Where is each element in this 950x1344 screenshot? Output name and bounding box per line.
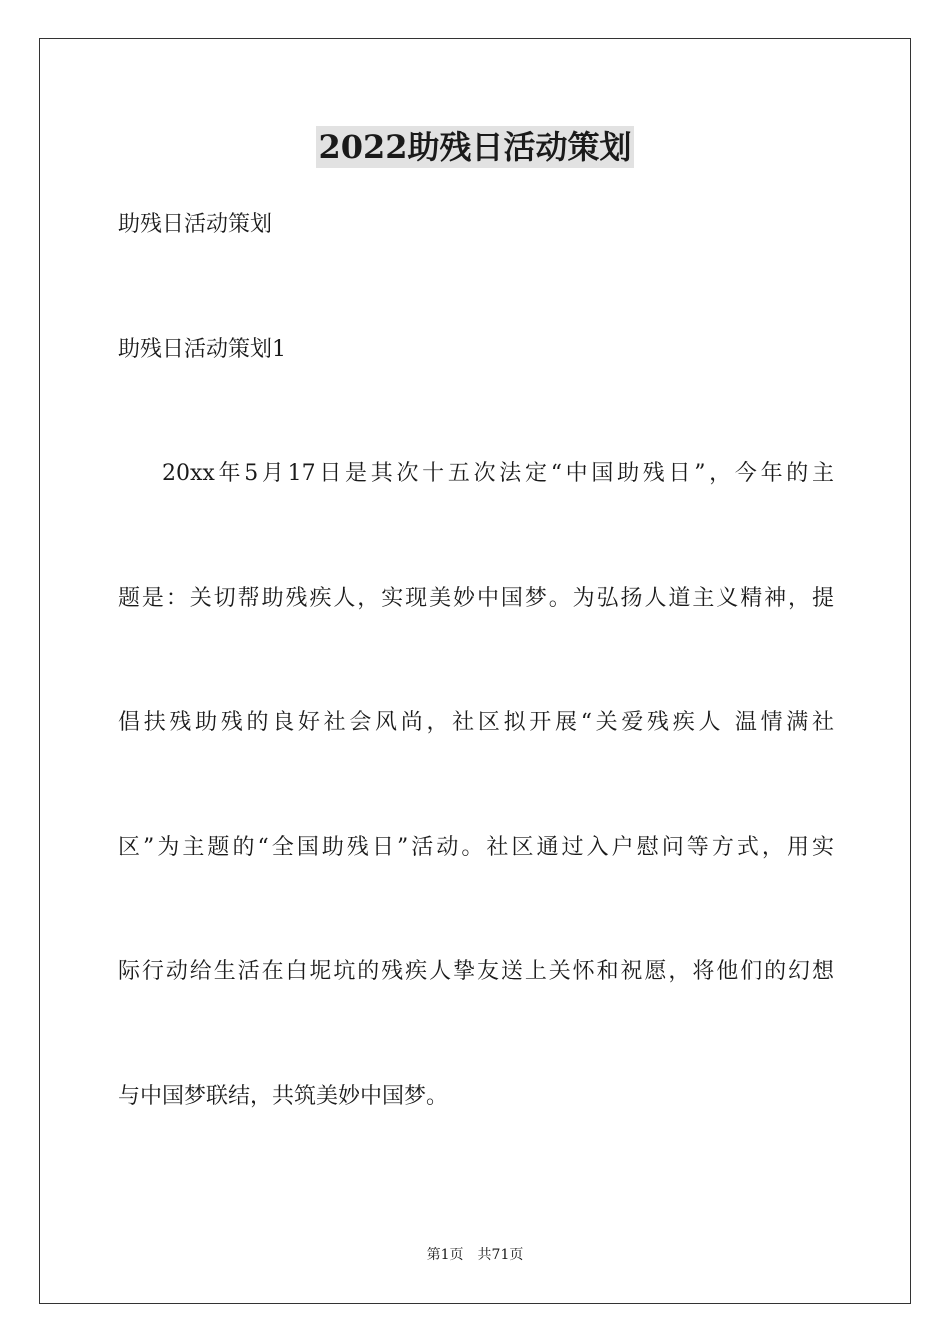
section-heading: 助残日活动策划1 <box>118 337 286 362</box>
paragraph-line-2: 题是：关切帮助残疾人，实现美妙中国梦。为弘扬人道主义精神，提 <box>118 586 834 611</box>
paragraph-line-3: 倡扶残助残的良好社会风尚，社区拟开展“关爱残疾人 温情满社 <box>118 710 834 735</box>
page-number: 第1页 <box>426 1247 464 1263</box>
paragraph-line-4: 区”为主题的“全国助残日”活动。社区通过入户慰问等方式，用实 <box>118 835 834 860</box>
page-footer <box>0 1245 950 1265</box>
document-title: 2022助残日活动策划 <box>318 128 632 166</box>
paragraph-line-6: 与中国梦联结，共筑美妙中国梦。 <box>118 1084 449 1109</box>
paragraph-line-5: 际行动给生活在白坭坑的残疾人挚友送上关怀和祝愿，将他们的幻想 <box>118 959 834 984</box>
title-container <box>0 126 950 168</box>
paragraph-line-1: 20xx年5月17日是其次十五次法定“中国助残日”，今年的主 <box>162 461 834 486</box>
subtitle: 助残日活动策划 <box>118 212 273 237</box>
page-total: 共71页 <box>477 1247 524 1263</box>
